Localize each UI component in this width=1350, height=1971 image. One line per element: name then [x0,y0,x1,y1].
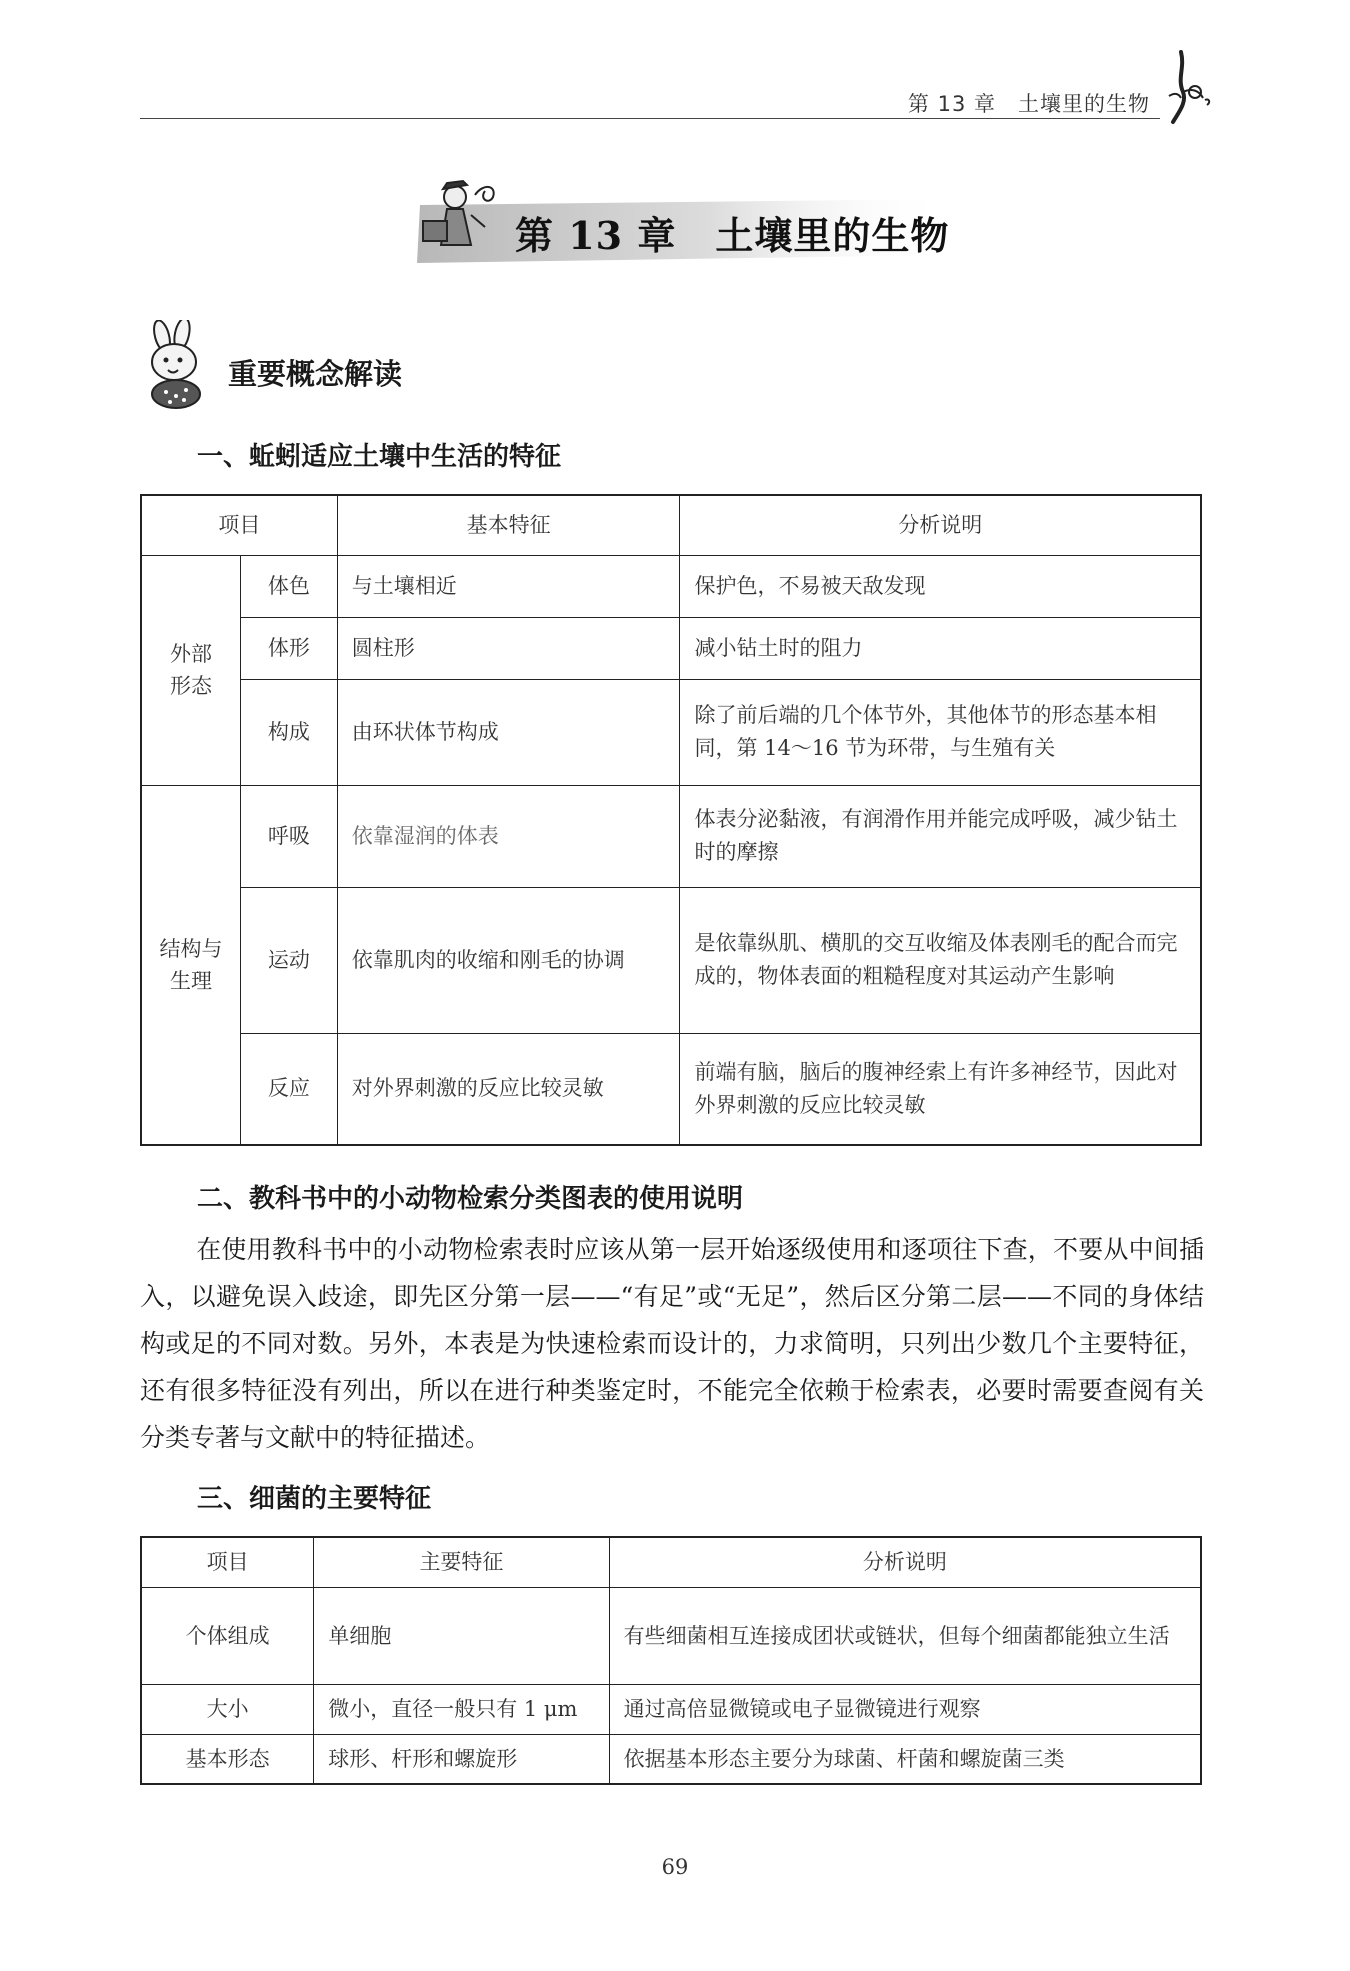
table-row [141,679,1201,785]
row-item: 大小 [141,1684,314,1734]
group-label-structure: 结构与生理 [141,785,241,1145]
row-item: 构成 [241,679,338,785]
body-paragraph: 在使用教科书中的小动物检索表时应该从第一层开始逐级使用和逐项往下查，不要从中间插入，以避免误入歧途，即先区分第一层——“有足”或“无足”，然后区分第二层——不同的身体结构或足的不同对数。另外，本表是为快速检索而设计的，力求简明，只列出少数几个主要特征，还有很多特征没有列出，所以在进行种类鉴定时，不能完全依赖于检索表，必要时需要查阅有关分类专著与文献中的特征描述。 [140,1235,1204,1452]
row-feature: 微小，直径一般只有 1 μm [314,1684,609,1734]
table-header-row [141,495,1201,555]
row-item: 基本形态 [141,1734,314,1784]
row-analysis: 前端有脑，脑后的腹神经索上有许多神经节，因此对外界刺激的反应比较灵敏 [680,1033,1201,1145]
section-heading-key: 二、教科书中的小动物检索分类图表的使用说明 [197,1184,744,1214]
header-analysis: 分析说明 [680,495,1201,555]
running-header [0,0,1350,130]
header-item: 项目 [141,495,337,555]
running-header-text: 第 13 章 土壤里的生物 [907,92,1150,116]
row-feature: 对外界刺激的反应比较灵敏 [337,1033,680,1145]
row-feature: 依靠肌肉的收缩和刚毛的协调 [337,887,680,1033]
table-row [141,1734,1201,1784]
table-row [141,887,1201,1033]
row-item: 呼吸 [241,785,338,887]
header-feature: 主要特征 [314,1537,609,1587]
section-heading-earthworm: 一、蚯蚓适应土壤中生活的特征 [197,442,562,472]
table-row [141,785,1201,887]
bacteria-features-table [140,1536,1202,1785]
row-analysis: 除了前后端的几个体节外，其他体节的形态基本相同，第 14～16 节为环带，与生殖有关 [680,679,1201,785]
header-item: 项目 [141,1537,314,1587]
rabbit-mascot-icon [140,320,220,410]
row-analysis: 是依靠纵肌、横肌的交互收缩及体表刚毛的配合而完成的，物体表面的粗糙程度对其运动产生影响 [680,887,1201,1033]
table-row [141,1033,1201,1145]
table-row [141,555,1201,617]
row-item: 运动 [241,887,338,1033]
row-analysis: 减小钻土时的阻力 [680,617,1201,679]
row-item: 反应 [241,1033,338,1145]
row-feature: 依靠湿润的体表 [337,785,680,887]
row-feature: 圆柱形 [337,617,680,679]
table-row [141,1684,1201,1734]
row-analysis: 体表分泌黏液，有润滑作用并能完成呼吸，减少钻土时的摩擦 [680,785,1201,887]
row-analysis: 通过高倍显微镜或电子显微镜进行观察 [609,1684,1201,1734]
concept-title: 重要概念解读 [228,357,403,391]
chapter-title: 第 13 章 土壤里的生物 [515,213,950,258]
table-row [141,1587,1201,1684]
table-row [141,617,1201,679]
concept-heading [140,320,640,420]
row-item: 体色 [241,555,338,617]
row-feature: 与土壤相近 [337,555,680,617]
row-analysis: 有些细菌相互连接成团状或链状，但每个细菌都能独立生活 [609,1587,1201,1684]
row-analysis: 保护色，不易被天敌发现 [680,555,1201,617]
row-feature: 单细胞 [314,1587,609,1684]
row-item: 体形 [241,617,338,679]
row-feature: 球形、杆形和螺旋形 [314,1734,609,1784]
table-header-row [141,1537,1201,1587]
header-analysis: 分析说明 [609,1537,1201,1587]
row-analysis: 依据基本形态主要分为球菌、杆菌和螺旋菌三类 [609,1734,1201,1784]
row-item: 个体组成 [141,1587,314,1684]
floral-ornament-icon [1155,48,1215,128]
row-feature: 由环状体节构成 [337,679,680,785]
page-number: 69 [661,1855,689,1879]
header-feature: 基本特征 [337,495,680,555]
running-header-rule [140,118,1160,119]
chapter-banner [405,175,965,275]
section-heading-bacteria: 三、细菌的主要特征 [197,1484,432,1514]
group-label-external: 外部形态 [141,555,241,785]
earthworm-features-table [140,494,1202,1146]
